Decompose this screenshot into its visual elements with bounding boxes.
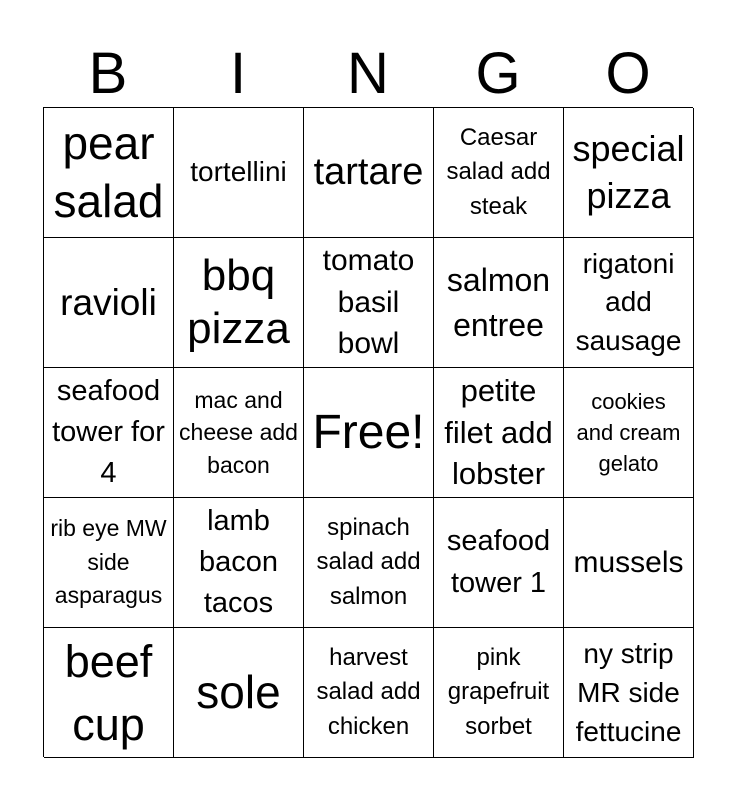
header-letter-b: B: [88, 41, 128, 106]
cell-label: salmon entree: [446, 261, 551, 343]
header-letter-o: O: [605, 41, 651, 106]
cell-label: tortellini: [190, 156, 287, 188]
cell-label: petite filet add lobster: [444, 372, 553, 492]
bingo-cell[interactable]: [304, 238, 434, 368]
cell-label: tomato basil bowl: [322, 244, 415, 361]
cell-label: seafood tower 1: [446, 525, 551, 599]
bingo-cell[interactable]: [44, 498, 174, 628]
cell-label: mussels: [573, 546, 684, 579]
cell-label: pear salad: [53, 117, 164, 227]
bingo-cell[interactable]: [434, 238, 564, 368]
cell-label: bbq pizza: [187, 250, 290, 353]
bingo-header: [43, 40, 693, 108]
bingo-cell[interactable]: [564, 628, 694, 758]
bingo-cell[interactable]: [304, 368, 434, 498]
cell-label: tartare: [313, 151, 424, 194]
bingo-card-grid: [43, 107, 693, 757]
cell-label: mac and cheese add bacon: [179, 387, 298, 478]
cell-label: lamb bacon tacos: [198, 504, 278, 620]
cell-label: ny strip MR side fettucine: [575, 637, 682, 748]
cell-label: Free!: [312, 405, 425, 459]
cell-label: cookies and cream gelato: [576, 388, 681, 477]
cell-label: pink grapefruit sorbet: [447, 644, 550, 740]
bingo-cell[interactable]: [434, 368, 564, 498]
cell-label: Caesar salad add steak: [446, 124, 551, 220]
cell-label: spinach salad add salmon: [316, 514, 421, 610]
bingo-cell[interactable]: [174, 628, 304, 758]
cell-label: beef cup: [64, 635, 153, 750]
bingo-cell[interactable]: [564, 108, 694, 238]
bingo-cell[interactable]: [434, 498, 564, 628]
cell-label: harvest salad add chicken: [316, 644, 421, 740]
cell-label: seafood tower for 4: [52, 374, 165, 490]
cell-label: rigatoni add sausage: [575, 247, 682, 356]
cell-label: rib eye MW side asparagus: [50, 515, 167, 609]
header-letter-i: I: [229, 41, 247, 106]
bingo-cell[interactable]: [44, 368, 174, 498]
header-letter-g: G: [475, 41, 521, 106]
bingo-cell[interactable]: [174, 238, 304, 368]
bingo-cell[interactable]: [44, 238, 174, 368]
bingo-cell[interactable]: [44, 108, 174, 238]
bingo-cell[interactable]: [174, 368, 304, 498]
bingo-cell[interactable]: [304, 108, 434, 238]
bingo-cell[interactable]: [564, 498, 694, 628]
bingo-cell[interactable]: [44, 628, 174, 758]
bingo-cell[interactable]: [434, 108, 564, 238]
bingo-cell[interactable]: [304, 498, 434, 628]
cell-label: special pizza: [572, 127, 685, 216]
bingo-cell[interactable]: [174, 498, 304, 628]
bingo-cell[interactable]: [564, 238, 694, 368]
bingo-cell[interactable]: [174, 108, 304, 238]
bingo-cell[interactable]: [304, 628, 434, 758]
header-letter-n: N: [347, 41, 389, 106]
bingo-cell[interactable]: [564, 368, 694, 498]
cell-label: ravioli: [60, 281, 157, 323]
cell-label: sole: [196, 665, 281, 718]
bingo-cell[interactable]: [434, 628, 564, 758]
